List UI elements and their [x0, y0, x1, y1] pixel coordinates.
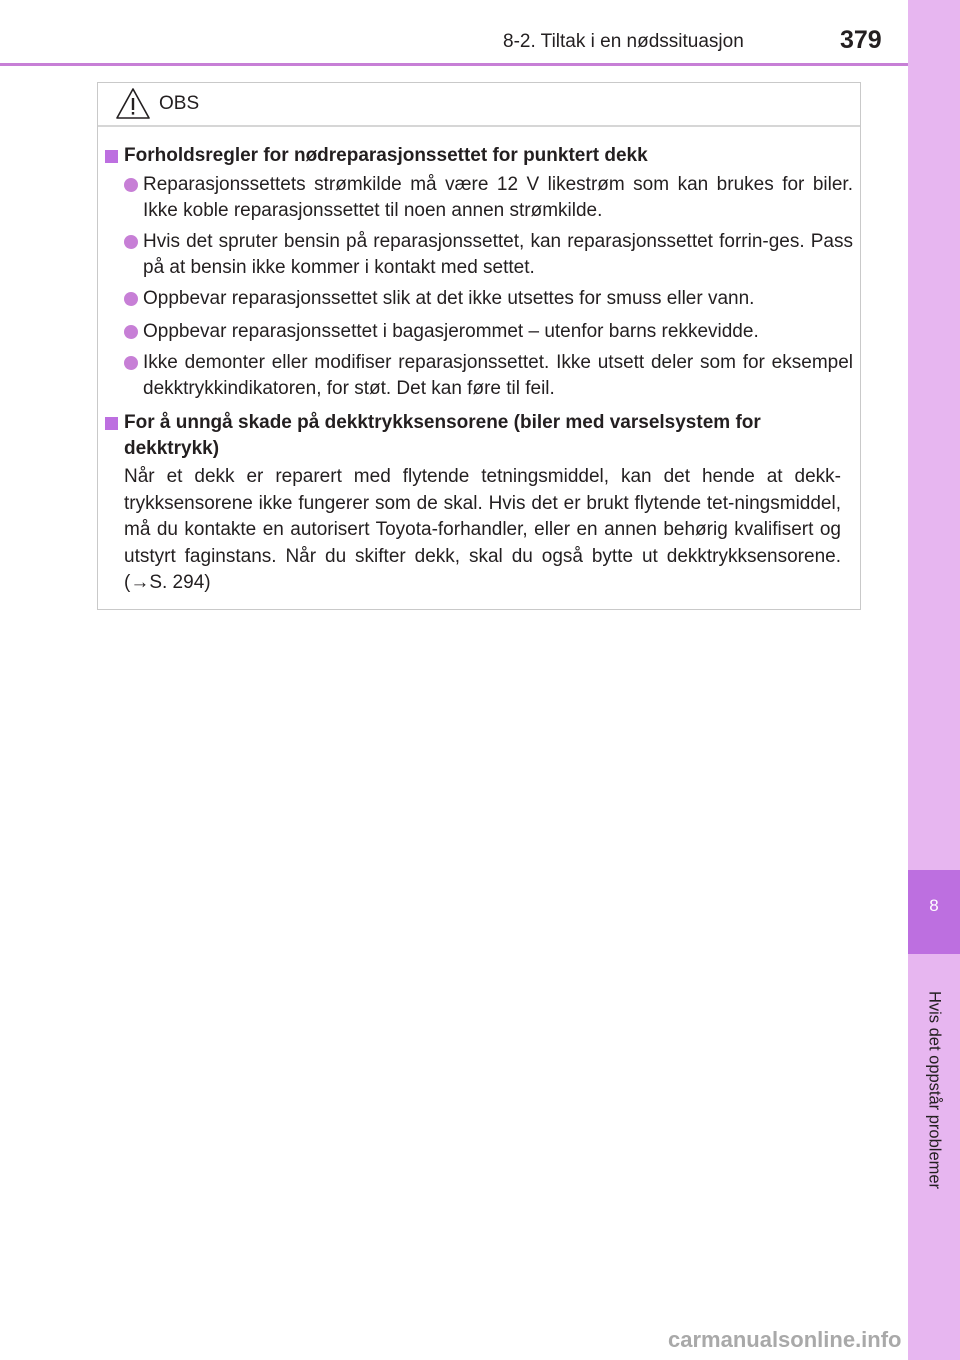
list-item: [143, 172, 853, 224]
notice-header: [98, 83, 860, 127]
round-bullet-icon: [124, 325, 138, 339]
warning-icon: [115, 87, 151, 121]
list-item: [143, 286, 853, 312]
header-rule: [0, 63, 908, 66]
page-number: 379: [840, 26, 882, 54]
section-heading-text: For å unngå skade på dekktrykksensorene (biler med varselsystem for dekktrykk): [124, 412, 761, 459]
watermark: carmanualsonline.info: [668, 1327, 902, 1352]
list-item-text: Oppbevar reparasjonssettet slik at det ikke utsettes for smuss eller vann.: [143, 288, 755, 309]
section-heading: [124, 143, 854, 169]
notice-title: OBS: [159, 93, 200, 114]
list-item-text: Hvis det spruter bensin på reparasjonssettet, kan reparasjonssettet forrin-ges. Pass på at bensin ikke kommer i kontakt med settet.: [143, 231, 853, 278]
round-bullet-icon: [124, 178, 138, 192]
list-item: [143, 350, 853, 402]
round-bullet-icon: [124, 235, 138, 249]
section-heading-text: Forholdsregler for nødreparasjonssettet for punktert dekk: [124, 145, 648, 166]
square-bullet-icon: [105, 417, 118, 430]
section-heading: [124, 410, 854, 462]
list-item: [143, 319, 853, 345]
list-item-text: Oppbevar reparasjonssettet i bagasjerommet – utenfor barns rekkevidde.: [143, 321, 759, 342]
list-item-text: Reparasjonssettets strømkilde må være 12 V likestrøm som kan brukes for biler. Ikke koble reparasjonssettet til noen annen strømkilde.: [143, 174, 853, 221]
square-bullet-icon: [105, 150, 118, 163]
chapter-title: Hvis det oppstår problemer: [925, 990, 944, 1190]
round-bullet-icon: [124, 356, 138, 370]
chapter-number: 8: [929, 896, 939, 915]
notice-box: [97, 82, 861, 610]
round-bullet-icon: [124, 292, 138, 306]
section-paragraph: Når et dekk er reparert med flytende tetningsmiddel, kan det hende at dekk-trykksensorene ikke fungerer som de skal. Hvis det er brukt flytende tet-ningsmiddel, må du kontakte en autorisert Toyota-forhandler, eller en annen behørig kvalifisert og utstyrt faginstans. Når du skifter dekk, skal du også bytte ut dekktrykksensorene. (→S. 294): [124, 466, 841, 593]
section-title: 8-2. Tiltak i en nødssituasjon: [503, 31, 744, 52]
list-item-text: Ikke demonter eller modifiser reparasjonssettet. Ikke utsett deler som for eksempel dekktrykkindikatoren, for støt. Det kan føre til feil.: [143, 352, 853, 399]
list-item: [143, 229, 853, 281]
